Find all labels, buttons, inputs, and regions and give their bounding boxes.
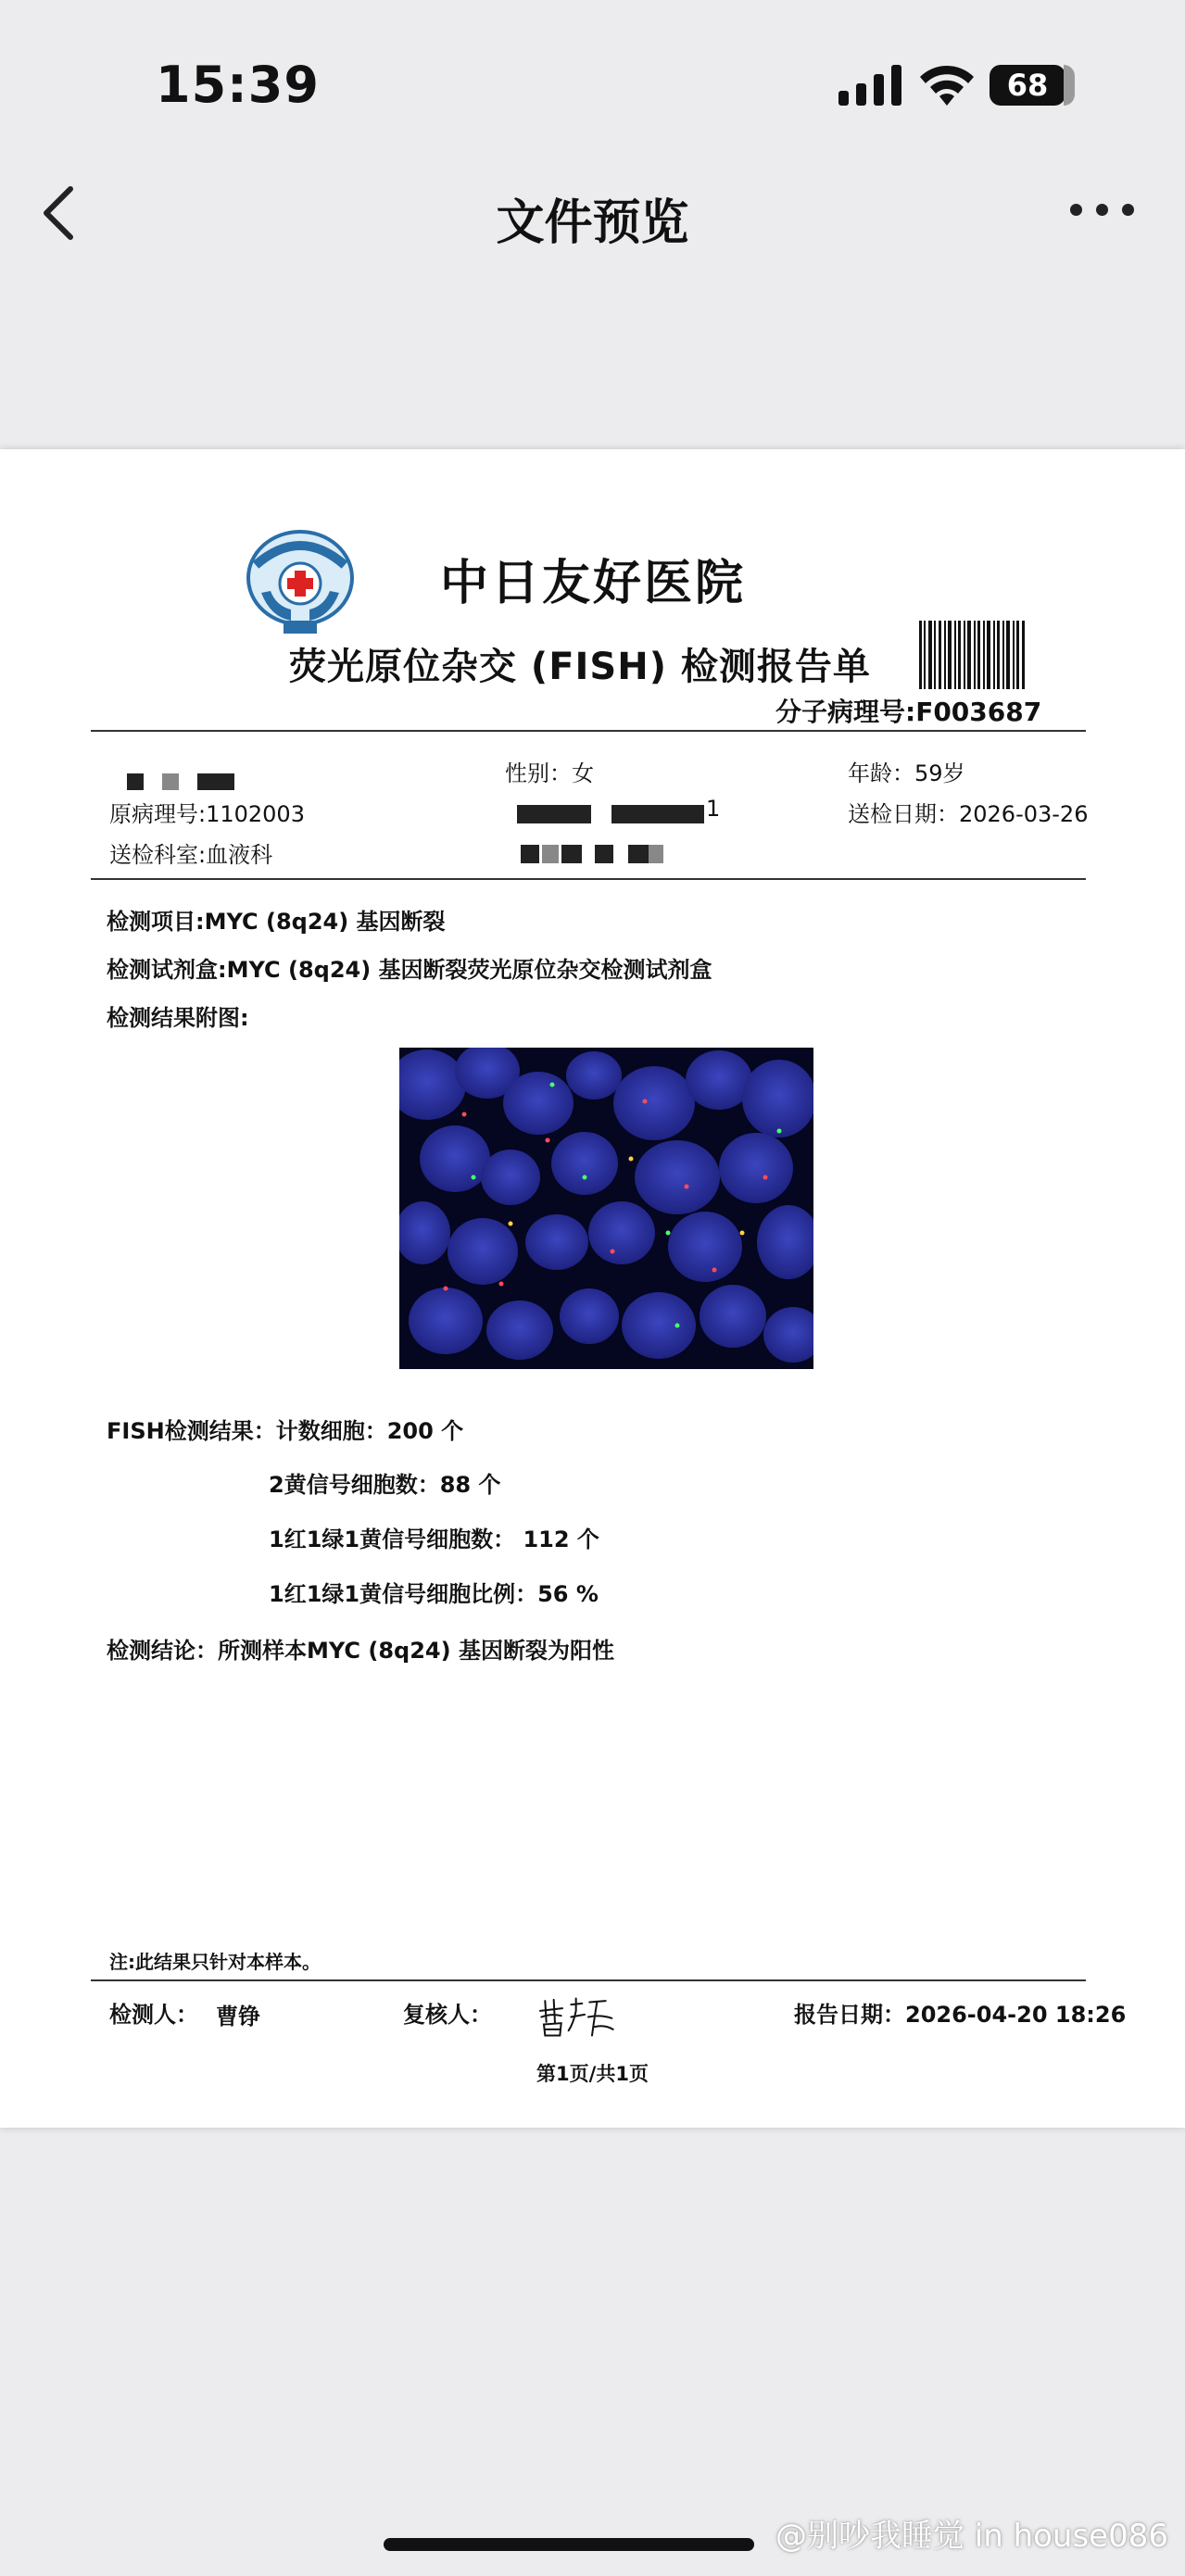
result-note: 注:此结果只针对本样本。 xyxy=(109,1951,321,1973)
footer-divider xyxy=(91,1979,1086,1981)
document-preview[interactable] xyxy=(0,449,1185,2128)
submission-date: 送检日期：2026-03-26 xyxy=(848,801,1089,827)
redacted-field xyxy=(521,845,539,863)
redacted-field-suffix: 1 xyxy=(706,796,721,822)
report-title: 荧光原位杂交 (FISH) 检测报告单 xyxy=(289,646,871,688)
redacted-field xyxy=(611,805,704,823)
redacted-field xyxy=(542,845,559,863)
redacted-field xyxy=(628,845,649,863)
fish-r1g1y1-cells: 1红1绿1黄信号细胞数： 112 个 xyxy=(269,1527,599,1552)
test-conclusion: 检测结论：所测样本MYC (8q24) 基因断裂为阳性 xyxy=(107,1638,614,1664)
molecular-pathology-number: 分子病理号:F003687 xyxy=(775,697,1042,727)
hospital-logo-icon xyxy=(243,528,358,637)
gender-field: 性别：女 xyxy=(505,760,594,786)
status-time: 15:39 xyxy=(156,56,320,114)
home-indicator[interactable] xyxy=(384,2538,754,2551)
fish-result-image xyxy=(399,1048,813,1369)
battery-icon xyxy=(990,65,1075,106)
header-divider xyxy=(91,730,1086,732)
battery-level: 68 xyxy=(1006,68,1049,103)
status-bar xyxy=(0,0,1185,157)
barcode-image xyxy=(919,621,1025,689)
wifi-icon xyxy=(917,61,977,107)
department-field: 送检科室:血液科 xyxy=(109,842,273,868)
reviewer-label: 复核人： xyxy=(403,2002,492,2028)
original-pathology-number: 原病理号:1102003 xyxy=(109,801,305,827)
test-item: 检测项目:MYC (8q24) 基因断裂 xyxy=(107,909,446,935)
redacted-field xyxy=(595,845,613,863)
watermark-text: @别吵我睡觉 in house086 xyxy=(775,2518,1168,2555)
report-date: 报告日期：2026-04-20 18:26 xyxy=(794,2002,1127,2028)
redacted-field xyxy=(649,845,663,863)
tester-name: 曹铮 xyxy=(216,2004,260,2029)
age-field: 年龄：59岁 xyxy=(848,760,965,786)
result-image-label: 检测结果附图: xyxy=(107,1005,249,1031)
redacted-field xyxy=(517,805,591,823)
test-kit: 检测试剂盒:MYC (8q24) 基因断裂荧光原位杂交检测试剂盒 xyxy=(107,957,712,983)
fish-two-yellow-cells: 2黄信号细胞数：88 个 xyxy=(269,1472,501,1498)
tester-label: 检测人： xyxy=(109,2002,198,2028)
redacted-field xyxy=(561,845,582,863)
redacted-name xyxy=(197,773,234,790)
hospital-name: 中日友好医院 xyxy=(440,556,747,611)
redacted-name xyxy=(162,773,179,790)
page-indicator: 第1页/共1页 xyxy=(536,2063,649,2085)
reviewer-signature-image xyxy=(533,1982,625,2052)
fish-r1g1y1-ratio: 1红1绿1黄信号细胞比例：56 % xyxy=(269,1581,599,1607)
more-options-icon[interactable] xyxy=(1070,204,1135,222)
fish-counted-cells: FISH检测结果：计数细胞：200 个 xyxy=(107,1418,464,1444)
page-title: 文件预览 xyxy=(496,195,689,251)
nav-bar xyxy=(0,167,1185,259)
redacted-name xyxy=(127,773,144,790)
info-divider xyxy=(91,878,1086,880)
cellular-signal-icon xyxy=(838,65,903,106)
